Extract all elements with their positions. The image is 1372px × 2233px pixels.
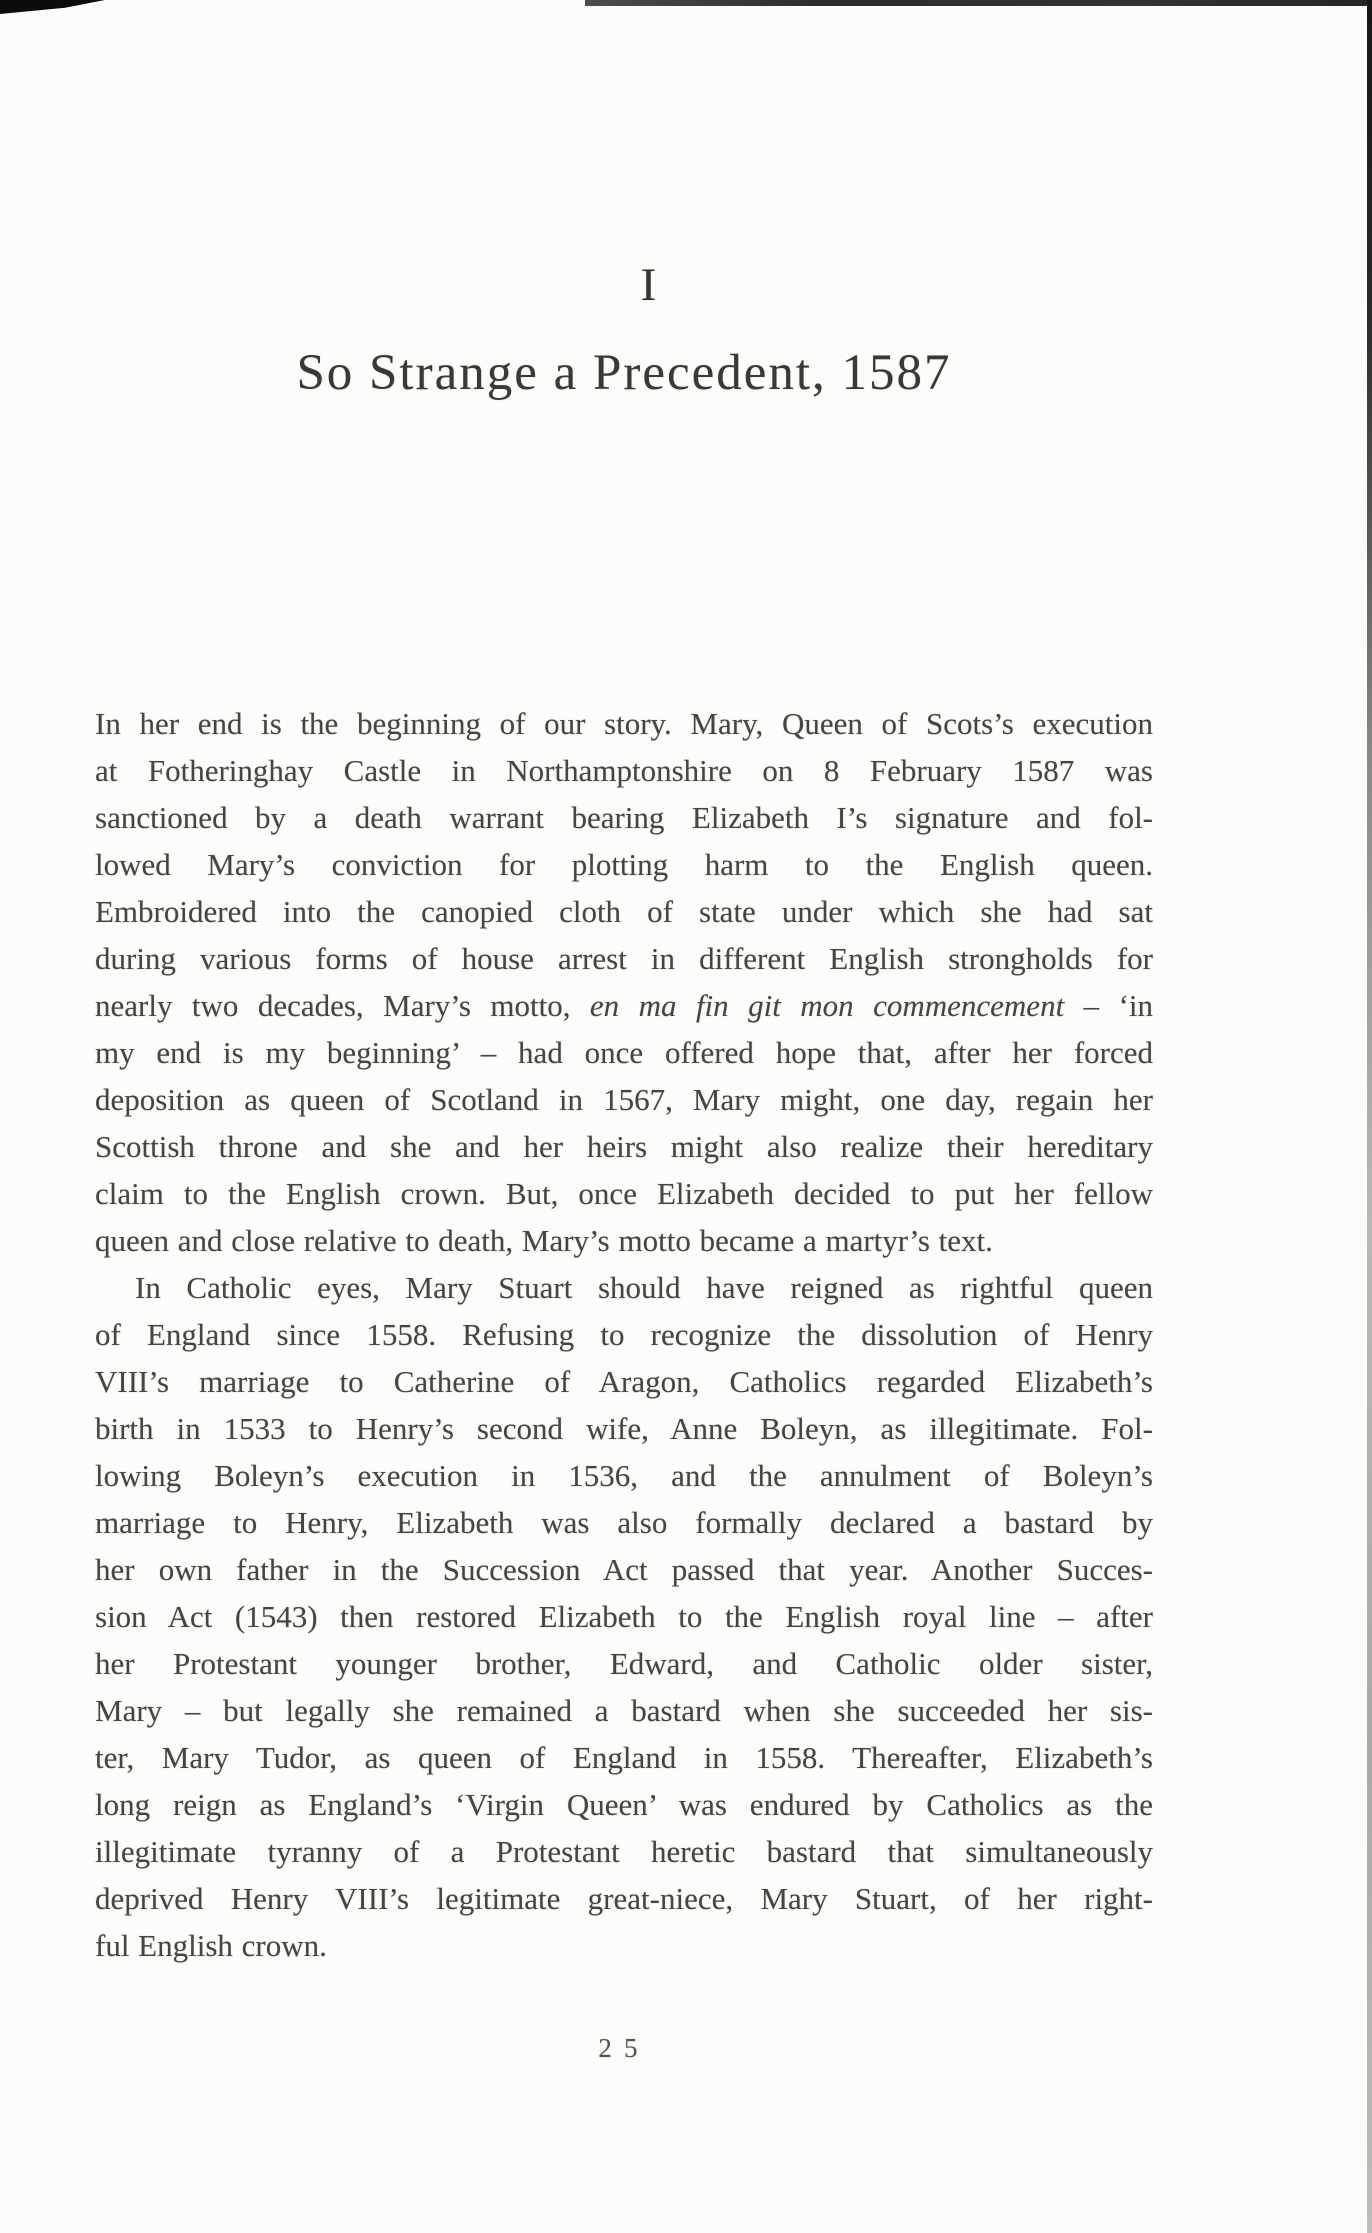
text-line: ful English crown.: [95, 1928, 327, 1963]
page-content: [95, 0, 1153, 2233]
scan-artifact-top-left: [0, 0, 105, 14]
scan-artifact-right-edge: [1367, 0, 1372, 2233]
text-line: Scottish throne and she and her heirs might also realize their hereditary: [95, 1129, 1153, 1164]
text-line: sion Act (1543) then restored Elizabeth to the English royal line – after: [95, 1599, 1153, 1634]
body-text: [95, 700, 1153, 1969]
chapter-title: So Strange a Precedent, 1587: [296, 345, 952, 401]
text-line: In her end is the beginning of our story. Mary, Queen of Scots’s execution: [95, 706, 1153, 741]
text-line: long reign as England’s ‘Virgin Queen’ was endured by Catholics as the: [95, 1787, 1153, 1822]
text-line: claim to the English crown. But, once Elizabeth decided to put her fellow: [95, 1176, 1153, 1211]
text-line: Mary – but legally she remained a bastard when she succeeded her sis-: [95, 1693, 1153, 1728]
text-line: birth in 1533 to Henry’s second wife, Anne Boleyn, as illegitimate. Fol-: [95, 1411, 1153, 1446]
text-line: nearly two decades, Mary’s motto, en ma fin git mon commencement – ‘in: [95, 988, 1154, 1023]
text-line: during various forms of house arrest in different English strongholds for: [95, 941, 1153, 976]
text-line: of England since 1558. Refusing to recognize the dissolution of Henry: [95, 1317, 1153, 1352]
text-line: deposition as queen of Scotland in 1567, Mary might, one day, regain her: [95, 1082, 1153, 1117]
text-line: Embroidered into the canopied cloth of state under which she had sat: [95, 894, 1153, 929]
text-line: ter, Mary Tudor, as queen of England in 1558. Thereafter, Elizabeth’s: [95, 1740, 1153, 1775]
text-line: deprived Henry VIII’s legitimate great-niece, Mary Stuart, of her right-: [95, 1881, 1153, 1916]
text-line: lowed Mary’s conviction for plotting harm to the English queen.: [95, 847, 1153, 882]
text-line: my end is my beginning’ – had once offered hope that, after her forced: [95, 1035, 1153, 1070]
paragraph: [95, 1264, 1153, 1969]
paragraph: [95, 700, 1153, 1264]
text-line: sanctioned by a death warrant bearing Elizabeth I’s signature and fol-: [95, 800, 1153, 835]
text-line: queen and close relative to death, Mary’s motto became a martyr’s text.: [95, 1223, 993, 1258]
chapter-number: I: [640, 259, 658, 311]
text-line: lowing Boleyn’s execution in 1536, and the annulment of Boleyn’s: [95, 1458, 1153, 1493]
text-line: In Catholic eyes, Mary Stuart should have reigned as rightful queen: [135, 1270, 1153, 1305]
text-line: VIII’s marriage to Catherine of Aragon, Catholics regarded Elizabeth’s: [95, 1364, 1153, 1399]
text-line: illegitimate tyranny of a Protestant heretic bastard that simultaneously: [95, 1834, 1153, 1869]
text-line: marriage to Henry, Elizabeth was also formally declared a bastard by: [95, 1505, 1153, 1540]
text-line: her Protestant younger brother, Edward, and Catholic older sister,: [95, 1646, 1153, 1681]
text-line: her own father in the Succession Act passed that year. Another Succes-: [95, 1552, 1153, 1587]
text-line: at Fotheringhay Castle in Northamptonshire on 8 February 1587 was: [95, 753, 1153, 788]
page-number: 25: [598, 2033, 650, 2063]
